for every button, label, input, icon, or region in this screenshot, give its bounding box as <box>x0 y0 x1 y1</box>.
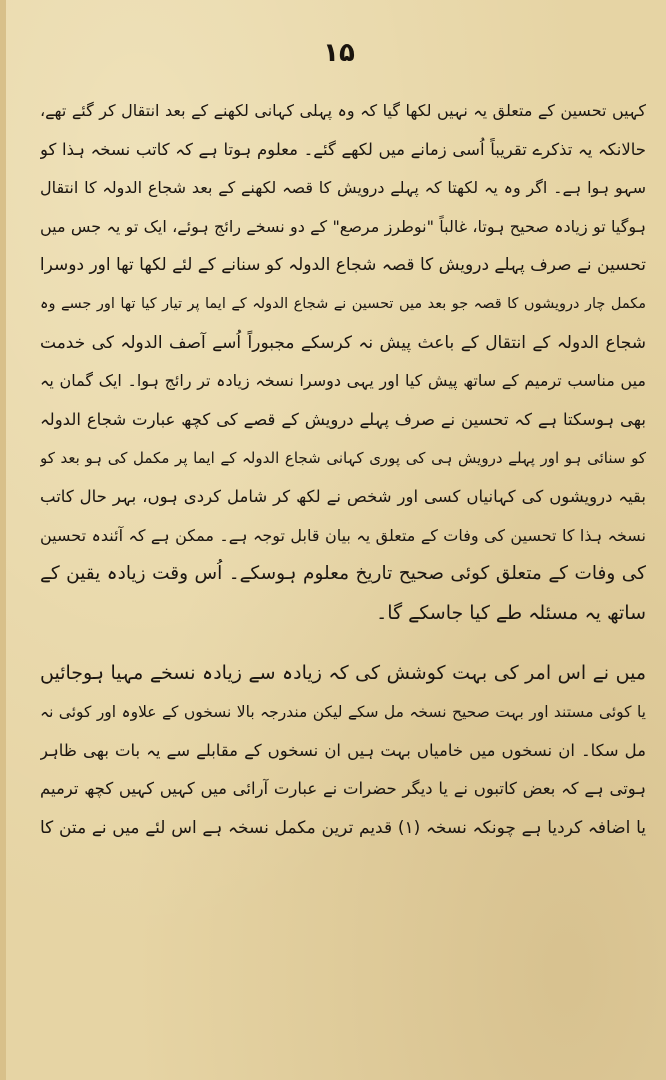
text-line: مکمل چار درویشوں کا قصہ جو بعد میں تحسین نے شجاع الدولہ کے ایما پر تیار کیا تھا اور جسے وہ <box>40 295 646 312</box>
text-line: بقیہ درویشوں کی کہانیاں کسی اور شخص نے لکھ کر شامل کردی ہوں، بہر حال کاتب <box>40 486 646 506</box>
text-line: کو سنائی ہو اور پہلے درویش ہی کی پوری کہانی شجاع الدولہ کے ایما پر مکمل کی ہو بعد کو <box>40 449 646 468</box>
page-number: ۱۵ <box>323 38 355 68</box>
text-line: مل سکا۔ ان نسخوں میں خامیاں بہت ہیں ان نسخوں کے مقابلے سے یہ بات بھی ظاہر <box>40 740 646 760</box>
text-line: ساتھ یہ مسئلہ طے کیا جاسکے گا۔ <box>376 601 646 624</box>
text-line: ہوتی ہے کہ بعض کاتبوں نے یا دیگر حضرات نے عبارت آرائی میں کہیں کہیں کچھ ترمیم <box>40 779 646 799</box>
text-line: سہو ہوا ہے۔ اگر وہ یہ لکھتا کہ پہلے درویش کا قصہ لکھنے کے بعد شجاع الدولہ کا انتقال <box>40 178 646 198</box>
text-line: کی وفات کے متعلق کوئی صحیح تاریخ معلوم ہوسکے۔ اُس وقت زیادہ یقین کے <box>40 563 646 585</box>
text-line: میں نے اس امر کی بہت کوشش کی کہ زیادہ سے زیادہ نسخے مہیا ہوجائیں <box>40 662 646 685</box>
text-line: ہوگیا تو زیادہ صحیح ہوتا، غالباً "نوطرز مرصع" کے دو نسخے رائج ہوئے، ایک تو یہ جس میں <box>40 216 646 236</box>
paragraph-1 <box>40 92 646 632</box>
text-line: تحسین نے صرف پہلے درویش کا قصہ شجاع الدولہ کو سنانے کے لئے لکھا تھا اور دوسرا <box>40 255 646 276</box>
text-line: یا کوئی مستند اور بہت صحیح نسخہ مل سکے لیکن مندرجہ بالا نسخوں کے علاوہ اور کوئی نہ <box>40 702 646 721</box>
text-line: شجاع الدولہ کے انتقال کے باعث پیش نہ کرسکے مجبوراً اُسے آصف الدولہ کی خدمت <box>40 332 646 353</box>
text-line: یا اضافہ کردیا ہے چونکہ نسخہ (۱) قدیم ترین مکمل نسخہ ہے اس لئے میں نے متن کا <box>40 817 646 838</box>
text-line: بھی ہوسکتا ہے کہ تحسین نے صرف پہلے درویش کے قصے کی کچھ عبارت شجاع الدولہ <box>40 409 646 429</box>
page-body <box>40 92 646 847</box>
text-line: میں مناسب ترمیم کے ساتھ پیش کیا اور یہی دوسرا نسخہ زیادہ تر رائج ہوا۔ ایک گمان یہ <box>40 371 646 391</box>
text-line: نسخہ ہذا کا تحسین کی وفات کے متعلق یہ بیان قابل توجہ ہے۔ ممکن ہے کہ آئندہ تحسین <box>40 525 646 545</box>
paragraph-2 <box>40 654 646 847</box>
text-line: حالانکہ یہ تذکرے تقریباً اُسی زمانے میں لکھے گئے۔ معلوم ہوتا ہے کہ کاتب نسخہ ہذا کو <box>40 139 646 159</box>
text-line: کہیں تحسین کے متعلق یہ نہیں لکھا گیا کہ وہ پہلی کہانی لکھنے کے بعد انتقال کر گئے تھے، <box>40 101 646 120</box>
paragraph-gap <box>40 632 646 654</box>
